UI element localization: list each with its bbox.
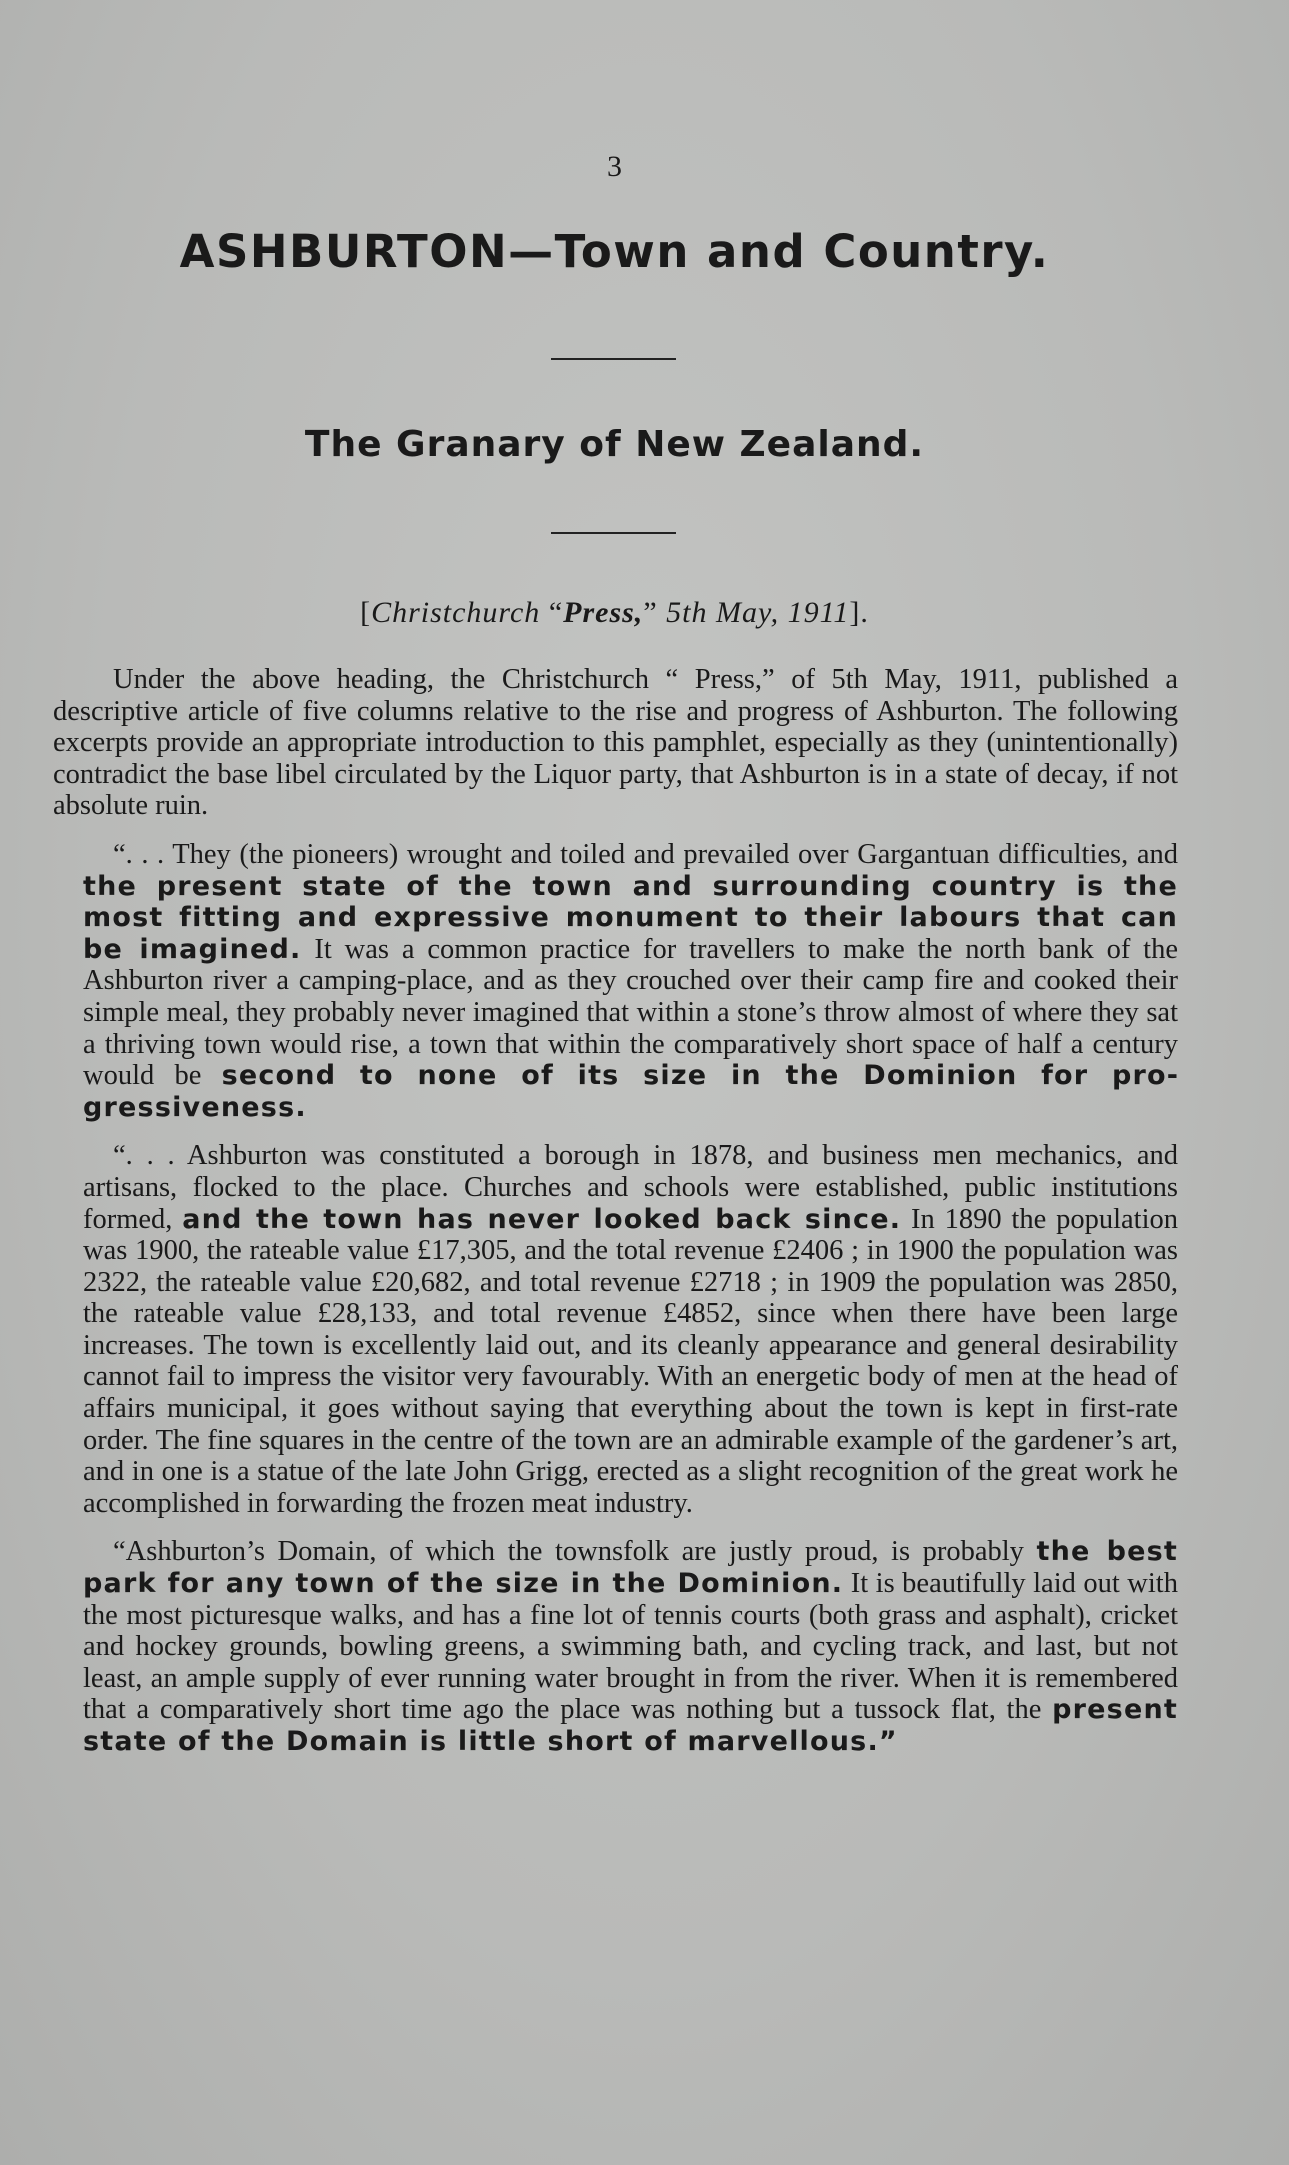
source-paper: Press, [563, 596, 644, 629]
page-number: 3 [607, 150, 622, 183]
intro-paragraph: Under the above heading, the Christchurch “ Press,” of 5th May, 1911, published a descriptive article of five columns relative to the rise and progress of Ashburton. The following excerpts provide an appropriate introduction to this pamphlet, especially as they (unintentionally) contradict the base libel circulated by the Liquor party, that Ashburton is in a state of decay, if not absolute ruin. [53, 664, 1178, 822]
borough-bold-1: and the town has never looked back since. [182, 1203, 902, 1235]
divider-rule-bottom [551, 532, 676, 534]
borough-text-1: “. . . Ashburton was constituted a borough in 1878, and business men mechanics, and artisans, flocked to the place. Churches and schools were established, public institutions formed, [83, 1140, 1178, 1235]
pioneers-paragraph [83, 839, 1178, 1123]
source-place: Christchurch [371, 596, 541, 629]
article-body [53, 664, 1178, 1775]
borough-text-2: In 1890 the population was 1900, the rateable value £17,305, and the total revenue £2406 ; in 1900 the population was 2322, the rateable value £20,682, and total revenue £2718 ; in 1909 the population was 2850, the rateable value £28,133, and total revenue £4852, since when there have been large increases. The town is excellently laid out, and its cleanly appearance and general desirability cannot fail to impress the visitor very favourably. With an energetic body of men at the head of affairs municipal, it goes without saying that everything about the town is kept in first-rate order. The fine squares in the centre of the town are an admirable example of the gardener’s art, and in one is a statue of the late John Grigg, erected as a slight recognition of the great work he accomplished in forwarding the frozen meat industry. [83, 1203, 1178, 1519]
borough-paragraph [83, 1140, 1178, 1519]
divider-rule-top [551, 358, 676, 360]
source-open-bracket: [ [360, 596, 372, 629]
domain-text-1: “Ashburton’s Domain, of which the townsfolk are justly proud, is probably [113, 1536, 1037, 1568]
source-date: 5th May, 1911 [666, 596, 850, 629]
domain-text-2: It is beautifully laid out with the most picturesque walks, and has a fine lot of tennis courts (both grass and asphalt), cricket and hockey grounds, bowling greens, a swimming bath, and cycling track, and last, but not least, an ample supply of ever running water brought in from the river. When it is remembered that a comparatively short time ago the place was nothing but a tussock flat, the [83, 1568, 1178, 1726]
pioneers-bold-1: the present state of the town and surrounding country is the most fitting and expressive monument to their labours that can be imagined. [83, 870, 1178, 965]
source-quote-open: “ [540, 596, 564, 629]
pioneers-text-2: It was a common practice for travellers to make the north bank of the Ashburton river a camping-place, and as they crouched over their camp fire and cooked their simple meal, they probably never imagined that within a stone’s throw almost of where they sat a thriving town would rise, a town that within the comparatively short space of half a century would be [83, 933, 1179, 1092]
domain-paragraph [83, 1536, 1178, 1757]
pioneers-bold-2: second to none of its size in the Dominion for progressiveness. [83, 1060, 1178, 1123]
page-subtitle: The Granary of New Zealand. [304, 424, 925, 465]
source-close-bracket: ]. [849, 596, 869, 629]
page-title: ASHBURTON—Town and Country. [179, 225, 1050, 278]
source-quote-close: ” [643, 596, 667, 629]
pioneers-text-1: “. . . They (the pioneers) wrought and toiled and prevailed over Gargantuan difficulties, and [113, 838, 1178, 870]
source-citation [0, 596, 1229, 630]
domain-bold-1: the best park for any town of the size in the Dominion. [83, 1536, 1179, 1600]
domain-bold-2: present state of the Domain is little short of marvellous.” [83, 1694, 1178, 1757]
